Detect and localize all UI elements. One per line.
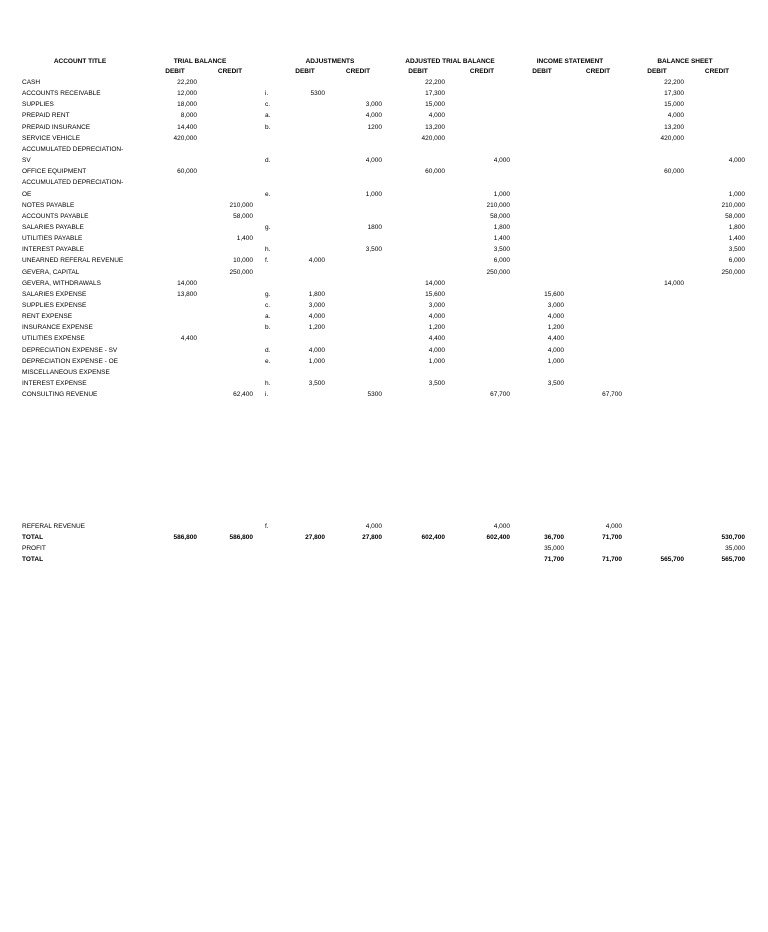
account-title: CONSULTING REVENUE xyxy=(22,391,98,399)
account-title: INTEREST PAYABLE xyxy=(22,246,85,254)
amount-atb-dr: 3,500 xyxy=(428,380,445,388)
amount-adj-dr: 4,000 xyxy=(308,257,325,265)
amount-bs-cr: 35,000 xyxy=(725,545,745,553)
header-adjustments: ADJUSTMENTS xyxy=(305,58,355,65)
account-title: OE xyxy=(22,190,32,198)
amount-bs-cr: 565,700 xyxy=(721,556,745,564)
amount-adj-dr: 3,500 xyxy=(308,380,325,388)
amount-atb-cr: 4,000 xyxy=(493,157,510,165)
header-atb-credit: CREDIT xyxy=(469,68,495,75)
account-title: UTILITIES EXPENSE xyxy=(22,335,85,343)
account-title: PROFIT xyxy=(22,545,46,553)
adjustment-ref: a. xyxy=(265,112,271,120)
amount-bs-cr: 58,000 xyxy=(725,212,745,220)
amount-is-dr: 1,200 xyxy=(547,324,564,332)
adjustment-ref: h. xyxy=(265,380,271,388)
header-bs-credit: CREDIT xyxy=(704,68,730,75)
amount-bs-dr: 4,000 xyxy=(667,112,684,120)
header-balance-sheet: BALANCE SHEET xyxy=(657,58,713,65)
amount-bs-cr: 1,000 xyxy=(728,190,745,198)
account-title: INSURANCE EXPENSE xyxy=(22,324,93,332)
account-title: SALARIES EXPENSE xyxy=(22,290,87,298)
amount-bs-cr: 210,000 xyxy=(721,201,745,209)
amount-adj-dr: 3,000 xyxy=(308,302,325,309)
amount-adj-cr: 1800 xyxy=(367,223,382,231)
amount-is-dr: 35,000 xyxy=(544,545,564,553)
amount-adj-dr: 5300 xyxy=(310,90,325,98)
account-title: DEPRECIATION EXPENSE - SV xyxy=(22,346,118,354)
adjustment-ref: f. xyxy=(265,257,269,265)
account-title: ACCUMULATED DEPRECIATION- xyxy=(22,179,124,187)
header-adjusted-trial-balance: ADJUSTED TRIAL BALANCE xyxy=(405,58,495,65)
amount-is-dr: 4,400 xyxy=(547,335,564,343)
amount-atb-cr: 3,500 xyxy=(493,246,510,254)
amount-bs-dr: 17,300 xyxy=(664,90,684,98)
amount-is-dr: 36,700 xyxy=(544,534,564,542)
amount-tb-dr: 14,000 xyxy=(177,279,197,287)
amount-tb-dr: 586,800 xyxy=(173,534,197,542)
header-income-statement: INCOME STATEMENT xyxy=(536,58,604,65)
adjustment-ref: a. xyxy=(265,313,271,321)
amount-bs-cr: 530,700 xyxy=(721,534,745,542)
amount-adj-dr: 1,800 xyxy=(308,290,325,298)
account-title: ACCOUNTS RECEIVABLE xyxy=(22,90,101,98)
adjustment-ref: c. xyxy=(265,101,271,109)
account-title: SUPPLIES EXPENSE xyxy=(22,302,87,309)
amount-adj-cr: 1,000 xyxy=(365,190,382,198)
amount-bs-dr: 15,000 xyxy=(664,101,684,109)
adjustment-ref: c. xyxy=(265,302,271,309)
amount-atb-cr: 67,700 xyxy=(490,391,510,399)
amount-atb-dr: 1,200 xyxy=(428,324,445,332)
amount-adj-cr: 1200 xyxy=(367,123,382,131)
amount-adj-cr: 4,000 xyxy=(365,157,382,165)
amount-atb-dr: 3,000 xyxy=(428,302,445,309)
adjustment-ref: e. xyxy=(265,357,271,365)
adjustment-ref: d. xyxy=(265,346,271,354)
amount-is-cr: 71,700 xyxy=(602,556,622,564)
adjustment-ref: f. xyxy=(265,523,269,530)
account-title: SALARIES PAYABLE xyxy=(22,223,84,231)
amount-atb-dr: 4,000 xyxy=(428,313,445,321)
amount-bs-cr: 4,000 xyxy=(728,157,745,165)
account-title: OFFICE EQUIPMENT xyxy=(22,168,87,176)
amount-tb-cr: 586,800 xyxy=(229,534,253,542)
header-adj-debit: DEBIT xyxy=(295,68,315,75)
amount-tb-dr: 18,000 xyxy=(177,101,197,109)
account-title: CASH xyxy=(22,79,41,86)
amount-is-dr: 15,600 xyxy=(544,290,564,298)
amount-tb-dr: 60,000 xyxy=(177,168,197,176)
amount-tb-dr: 12,000 xyxy=(177,90,197,98)
header-adj-credit: CREDIT xyxy=(345,68,371,75)
amount-tb-cr: 1,400 xyxy=(236,235,253,243)
amount-tb-cr: 210,000 xyxy=(229,201,253,209)
account-title: SUPPLIES xyxy=(22,101,54,109)
account-title: ACCOUNTS PAYABLE xyxy=(22,212,89,220)
header-bs-debit: DEBIT xyxy=(647,68,667,75)
account-title: MISCELLANEOUS EXPENSE xyxy=(22,368,110,376)
amount-bs-dr: 60,000 xyxy=(664,168,684,176)
amount-bs-cr: 1,400 xyxy=(728,235,745,243)
amount-tb-dr: 13,800 xyxy=(177,290,197,298)
amount-adj-dr: 27,800 xyxy=(305,534,325,542)
amount-is-dr: 3,500 xyxy=(547,380,564,388)
amount-atb-cr: 1,000 xyxy=(493,190,510,198)
amount-atb-cr: 58,000 xyxy=(490,212,510,220)
amount-bs-dr: 565,700 xyxy=(660,556,684,564)
amount-tb-dr: 8,000 xyxy=(180,112,197,120)
amount-atb-dr: 1,000 xyxy=(428,357,445,365)
amount-atb-dr: 4,400 xyxy=(428,335,445,343)
amount-bs-cr: 6,000 xyxy=(728,257,745,265)
amount-adj-cr: 3,500 xyxy=(365,246,382,254)
amount-bs-cr: 1,800 xyxy=(728,223,745,231)
account-title: UTILITIES PAYABLE xyxy=(22,235,83,243)
amount-atb-dr: 13,200 xyxy=(425,123,445,131)
amount-tb-cr: 10,000 xyxy=(233,257,253,265)
adjustment-ref: e. xyxy=(265,190,271,198)
account-title: PREPAID RENT xyxy=(22,112,70,120)
amount-bs-cr: 250,000 xyxy=(721,268,745,276)
amount-is-dr: 4,000 xyxy=(547,346,564,354)
amount-adj-cr: 3,000 xyxy=(365,101,382,109)
account-title: NOTES PAYABLE xyxy=(22,201,75,209)
amount-bs-dr: 14,000 xyxy=(664,279,684,287)
amount-is-dr: 71,700 xyxy=(544,556,564,564)
account-title: ACCUMULATED DEPRECIATION- xyxy=(22,145,124,153)
amount-atb-cr: 210,000 xyxy=(486,201,510,209)
account-title: RENT EXPENSE xyxy=(22,313,73,321)
amount-is-dr: 3,000 xyxy=(547,302,564,309)
amount-is-cr: 4,000 xyxy=(605,523,622,530)
amount-is-dr: 1,000 xyxy=(547,357,564,365)
amount-adj-dr: 1,200 xyxy=(308,324,325,332)
account-title: PREPAID INSURANCE xyxy=(22,123,91,131)
header-tb-debit: DEBIT xyxy=(165,68,185,75)
account-title: SV xyxy=(22,157,31,165)
amount-is-cr: 67,700 xyxy=(602,391,622,399)
amount-atb-dr: 60,000 xyxy=(425,168,445,176)
amount-is-dr: 4,000 xyxy=(547,313,564,321)
amount-atb-dr: 22,200 xyxy=(425,79,445,86)
amount-bs-dr: 13,200 xyxy=(664,123,684,131)
amount-tb-cr: 58,000 xyxy=(233,212,253,220)
amount-tb-dr: 22,200 xyxy=(177,79,197,86)
amount-bs-cr: 3,500 xyxy=(728,246,745,254)
amount-atb-cr: 250,000 xyxy=(486,268,510,276)
amount-atb-cr: 602,400 xyxy=(486,534,510,542)
account-title: TOTAL xyxy=(22,534,44,542)
amount-atb-dr: 15,000 xyxy=(425,101,445,109)
amount-adj-cr: 27,800 xyxy=(362,534,382,542)
header-is-credit: CREDIT xyxy=(585,68,611,75)
account-title: SERVICE VEHICLE xyxy=(22,134,81,142)
adjustment-ref: b. xyxy=(265,324,271,332)
adjustment-ref: h. xyxy=(265,246,271,254)
amount-tb-dr: 14,400 xyxy=(177,123,197,131)
amount-atb-cr: 1,400 xyxy=(493,235,510,243)
account-title: TOTAL xyxy=(22,556,44,564)
header-atb-debit: DEBIT xyxy=(408,68,428,75)
account-title: REFERAL REVENUE xyxy=(22,523,85,530)
account-title: INTEREST EXPENSE xyxy=(22,380,87,388)
amount-tb-cr: 250,000 xyxy=(229,268,253,276)
amount-adj-cr: 4,000 xyxy=(365,523,382,530)
header-is-debit: DEBIT xyxy=(532,68,552,75)
amount-atb-cr: 4,000 xyxy=(493,523,510,530)
adjustment-ref: i. xyxy=(265,90,269,98)
account-title: GEVERA, CAPITAL xyxy=(22,268,80,276)
header-trial-balance: TRIAL BALANCE xyxy=(173,58,227,65)
adjustment-ref: i. xyxy=(265,391,269,399)
amount-bs-dr: 22,200 xyxy=(664,79,684,86)
account-title: DEPRECIATION EXPENSE - OE xyxy=(22,357,118,365)
amount-atb-dr: 17,300 xyxy=(425,90,445,98)
amount-atb-dr: 420,000 xyxy=(421,134,445,142)
amount-atb-cr: 6,000 xyxy=(493,257,510,265)
amount-adj-cr: 4,000 xyxy=(365,112,382,120)
adjustment-ref: d. xyxy=(265,157,271,165)
amount-atb-dr: 14,000 xyxy=(425,279,445,287)
header-account-title: ACCOUNT TITLE xyxy=(53,58,107,65)
amount-atb-dr: 602,400 xyxy=(421,534,445,542)
amount-is-cr: 71,700 xyxy=(602,534,622,542)
amount-adj-dr: 4,000 xyxy=(308,313,325,321)
adjustment-ref: b. xyxy=(265,123,271,131)
amount-atb-cr: 1,800 xyxy=(493,223,510,231)
adjustment-ref: g. xyxy=(265,290,271,298)
amount-adj-cr: 5300 xyxy=(367,391,382,399)
adjustment-ref: g. xyxy=(265,223,271,231)
account-title: GEVERA, WITHDRAWALS xyxy=(22,279,101,287)
amount-atb-dr: 4,000 xyxy=(428,112,445,120)
amount-tb-cr: 62,400 xyxy=(233,391,253,399)
amount-tb-dr: 420,000 xyxy=(173,134,197,142)
account-title: UNEARNED REFERAL REVENUE xyxy=(22,257,124,265)
amount-bs-dr: 420,000 xyxy=(660,134,684,142)
amount-atb-dr: 4,000 xyxy=(428,346,445,354)
amount-atb-dr: 15,600 xyxy=(425,290,445,298)
header-tb-credit: CREDIT xyxy=(217,68,243,75)
amount-tb-dr: 4,400 xyxy=(180,335,197,343)
amount-adj-dr: 1,000 xyxy=(308,357,325,365)
amount-adj-dr: 4,000 xyxy=(308,346,325,354)
